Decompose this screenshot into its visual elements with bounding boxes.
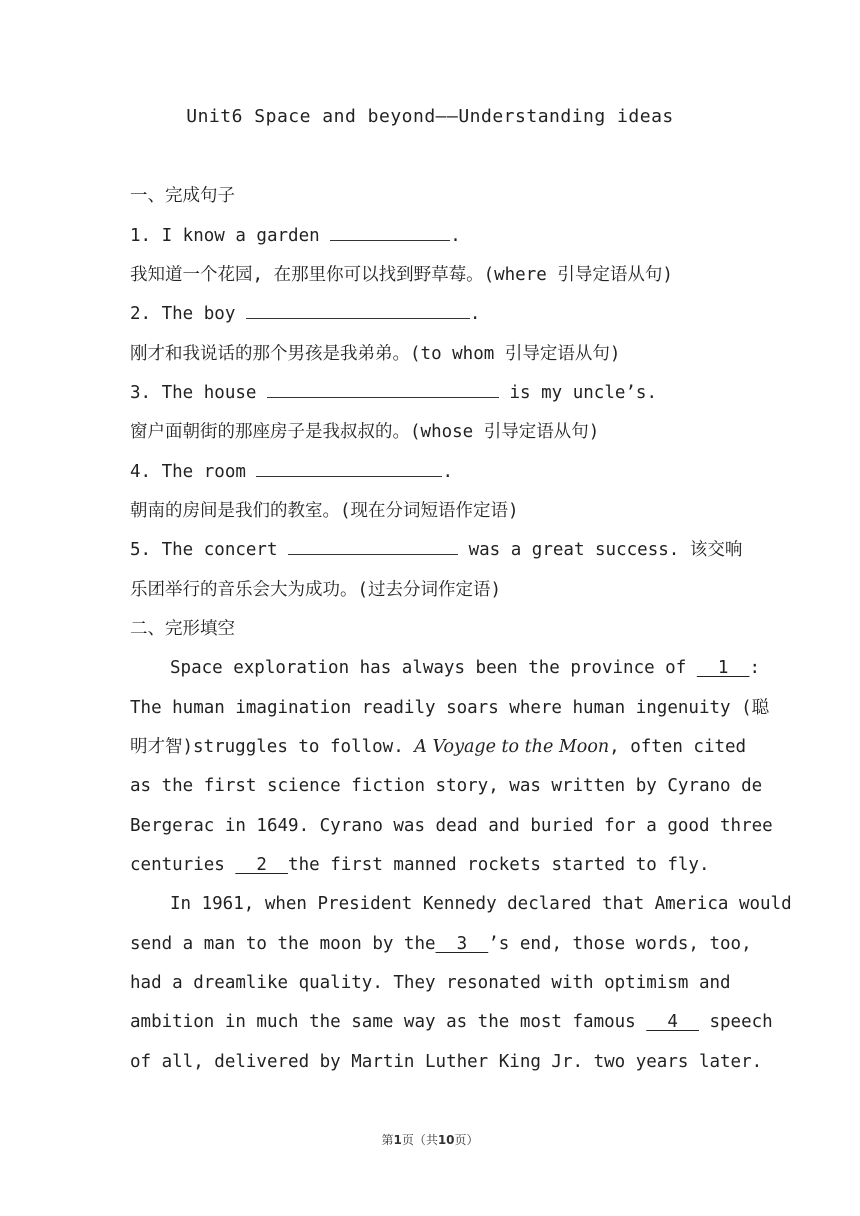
- sentence-2-prefix: 2. The boy: [130, 304, 246, 324]
- cloze-p1-line-3: [130, 735, 747, 759]
- cloze-p1-line-1: [170, 656, 761, 680]
- cloze-blank-2[interactable]: 2: [235, 855, 289, 875]
- cloze-text: 明才智)struggles to follow.: [130, 737, 415, 757]
- cloze-p2-line-3: had a dreamlike quality. They resonated with optimism and: [130, 973, 731, 993]
- answer-blank-2[interactable]: [246, 302, 470, 319]
- footer-text: 第: [381, 1133, 394, 1147]
- cloze-p2-line-1: In 1961, when President Kennedy declared that America would: [170, 894, 792, 914]
- sentence-2-cn: 刚才和我说话的那个男孩是我弟弟。(to whom 引导定语从句): [130, 344, 621, 364]
- footer-text: 页（共: [401, 1133, 438, 1147]
- sentence-3-en: [130, 381, 730, 405]
- answer-blank-4[interactable]: [256, 460, 442, 477]
- sentence-1-prefix: 1. I know a garden: [130, 226, 331, 246]
- sentence-4-en: [130, 460, 730, 484]
- cloze-p1-line-4: as the first science fiction story, was written by Cyrano de: [130, 776, 763, 796]
- section-heading-cloze: 二、完形填空: [130, 619, 235, 639]
- cloze-p1-line-6: [130, 853, 730, 877]
- page-total: 10: [437, 1133, 455, 1147]
- sentence-2-en: [130, 302, 730, 326]
- page-number: 1: [393, 1133, 402, 1147]
- sentence-5-en: [130, 538, 743, 562]
- page-title: Unit6 Space and beyond——Understanding ideas: [186, 106, 674, 127]
- answer-blank-5[interactable]: [288, 538, 458, 555]
- cloze-blank-4[interactable]: 4: [646, 1012, 699, 1032]
- section-heading-sentences: 一、完成句子: [130, 186, 235, 206]
- footer-text: 页）: [454, 1133, 479, 1147]
- cloze-p2-line-4: [130, 1010, 773, 1034]
- cloze-text: centuries: [130, 855, 236, 875]
- cloze-p2-line-2: [130, 932, 752, 956]
- sentence-1-en: [130, 224, 730, 248]
- sentence-3-cn: 窗户面朝街的那座房子是我叔叔的。(whose 引导定语从句): [130, 422, 600, 442]
- sentence-1-suffix: .: [450, 226, 461, 246]
- cloze-text: speech: [698, 1012, 773, 1032]
- sentence-4-prefix: 4. The room: [130, 462, 257, 482]
- sentence-5-cn: 乐团举行的音乐会大为成功。(过去分词作定语): [130, 580, 502, 600]
- answer-blank-1[interactable]: [330, 224, 450, 241]
- cloze-p1-line-5: Bergerac in 1649. Cyrano was dead and buried for a good three: [130, 816, 773, 836]
- sentence-2-suffix: .: [469, 304, 481, 324]
- cloze-text: ambition in much the same way as the most famous: [130, 1012, 647, 1032]
- sentence-3-prefix: 3. The house: [130, 383, 267, 403]
- cloze-text: :: [749, 658, 761, 678]
- sentence-3-suffix: is my uncle’s.: [498, 383, 658, 403]
- cloze-p2-line-5: of all, delivered by Martin Luther King Jr. two years later.: [130, 1052, 763, 1072]
- sentence-5-suffix: was a great success. 该交响: [458, 540, 743, 560]
- sentence-4-suffix: .: [442, 462, 453, 482]
- page-footer: [0, 1131, 860, 1148]
- book-title: A Voyage to the Moon: [414, 737, 610, 757]
- answer-blank-3[interactable]: [267, 381, 499, 398]
- cloze-blank-1[interactable]: 1: [696, 658, 750, 678]
- sentence-5-prefix: 5. The concert: [130, 540, 289, 560]
- sentence-1-cn: 我知道一个花园, 在那里你可以找到野草莓。(where 引导定语从句): [130, 265, 673, 285]
- cloze-p1-line-2: The human imagination readily soars where human ingenuity (聪: [130, 698, 770, 718]
- cloze-text: send a man to the moon by the: [130, 934, 436, 954]
- cloze-blank-3[interactable]: 3: [435, 934, 489, 954]
- cloze-text: Space exploration has always been the province of: [170, 658, 697, 678]
- cloze-text: the first manned rockets started to fly.: [288, 855, 710, 875]
- cloze-text: ’s end, those words, too,: [488, 934, 752, 954]
- sentence-4-cn: 朝南的房间是我们的教室。(现在分词短语作定语): [130, 501, 519, 521]
- cloze-text: , often cited: [609, 737, 747, 757]
